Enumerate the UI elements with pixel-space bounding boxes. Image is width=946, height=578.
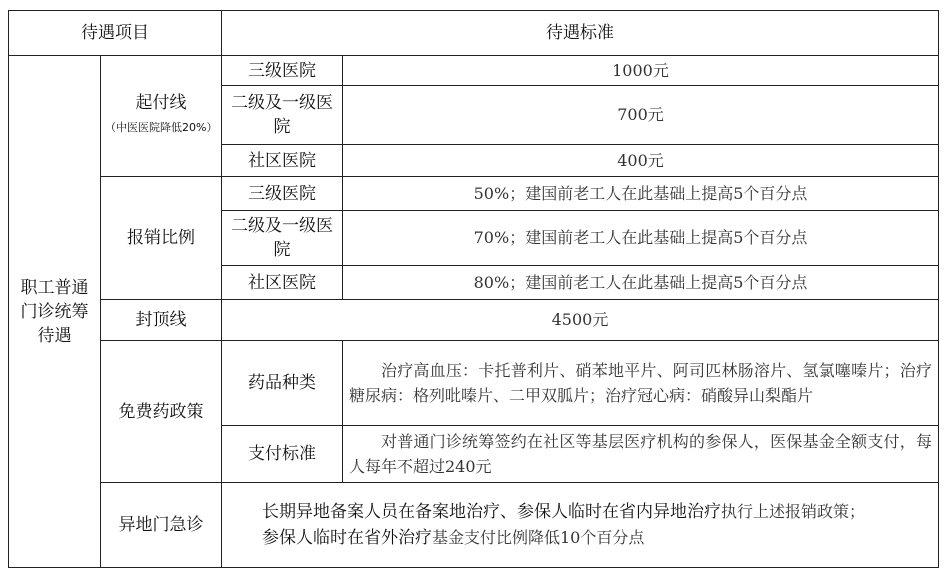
header-standard-cell: 待遇标准: [222, 11, 939, 56]
table-row: [9, 341, 939, 426]
table-row: [9, 177, 939, 211]
benefits-table-container: [8, 10, 939, 568]
reimbursement-label-cell: 报销比例: [101, 177, 222, 300]
drug-types-value-cell: 治疗高血压：卡托普利片、硝苯地平片、阿司匹林肠溶片、氢氯噻嗪片；治疗糖尿病：格列吡嗪片、二甲双胍片；治疗冠心病：硝酸异山梨酯片: [343, 341, 939, 426]
table-row: [9, 56, 939, 86]
offsite-line-1-rest: 执行上述报销政策；: [721, 502, 866, 521]
offsite-line-2-bold: 参保人临时在省外治疗: [262, 528, 432, 548]
deductible-note: （中医医院降低20%）: [105, 121, 218, 134]
reimbursement-value-3: 80%；建国前老工人在此基础上提高5个百分点: [343, 266, 939, 300]
group-label-cell: 职工普通门诊统筹待遇: [9, 56, 101, 568]
reimbursement-level-1: 三级医院: [222, 177, 343, 211]
payment-value-cell: 对普通门诊统筹签约在社区等基层医疗机构的参保人，医保基金全额支付，每人每年不超过240元: [343, 426, 939, 483]
offsite-label-cell: 异地门急诊: [101, 483, 222, 568]
reimbursement-level-3: 社区医院: [222, 266, 343, 300]
drug-types-label-cell: 药品种类: [222, 341, 343, 426]
offsite-line-2: [228, 525, 932, 551]
reimbursement-value-1: 50%；建国前老工人在此基础上提高5个百分点: [343, 177, 939, 211]
deductible-value-1: 1000元: [343, 56, 939, 86]
deductible-label: 起付线: [135, 93, 187, 113]
header-row: [9, 11, 939, 56]
deductible-label-cell: [101, 56, 222, 177]
offsite-line-1: [228, 499, 932, 525]
offsite-line-2-rest: 基金支付比例降低10个百分点: [432, 528, 645, 547]
benefits-table: [8, 10, 939, 568]
reimbursement-level-2: 二级及一级医院: [222, 211, 343, 266]
offsite-line-1-bold: 长期异地备案人员在备案地治疗、参保人临时在省内异地治疗: [262, 502, 721, 522]
free-drug-label-cell: 免费药政策: [101, 341, 222, 483]
deductible-value-3: 400元: [343, 145, 939, 177]
reimbursement-value-2: 70%；建国前老工人在此基础上提高5个百分点: [343, 211, 939, 266]
cap-value-cell: 4500元: [222, 300, 939, 341]
deductible-value-2: 700元: [343, 86, 939, 145]
payment-label-cell: 支付标准: [222, 426, 343, 483]
table-row: [9, 300, 939, 341]
deductible-level-3: 社区医院: [222, 145, 343, 177]
cap-label-cell: 封顶线: [101, 300, 222, 341]
offsite-value-cell: [222, 483, 939, 568]
header-item-cell: 待遇项目: [9, 11, 222, 56]
deductible-level-1: 三级医院: [222, 56, 343, 86]
deductible-level-2: 二级及一级医院: [222, 86, 343, 145]
